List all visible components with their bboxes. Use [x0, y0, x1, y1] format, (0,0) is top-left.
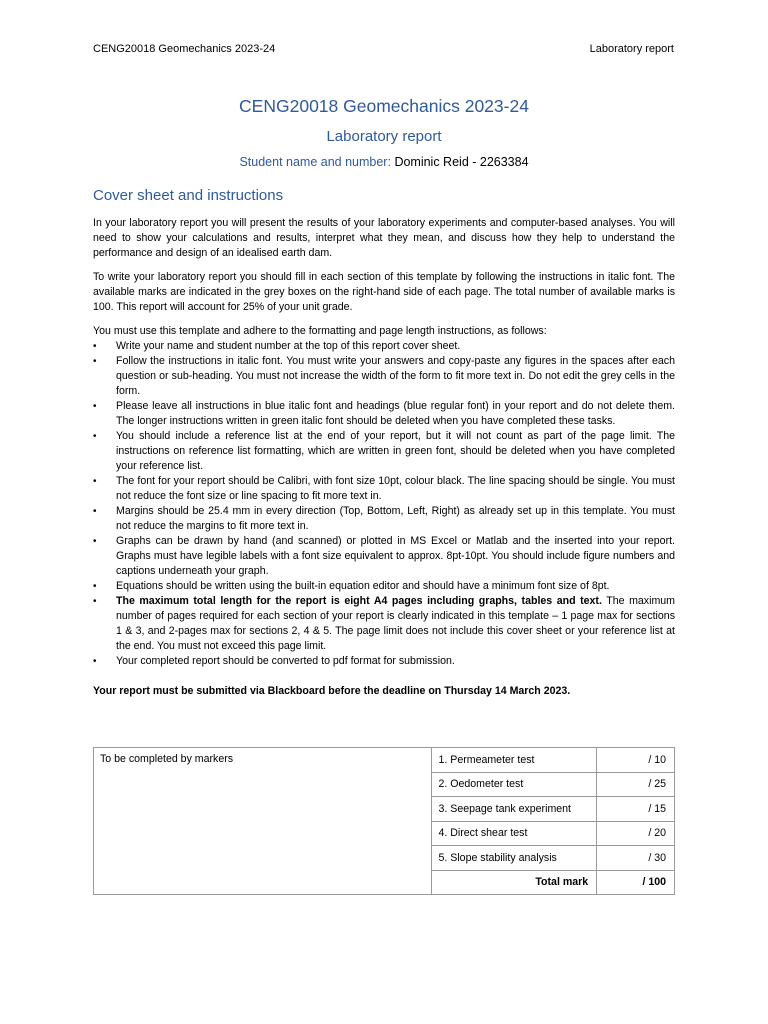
marks-score[interactable]: / 10 — [597, 748, 675, 773]
marks-item: 3. Seepage tank experiment — [432, 797, 597, 822]
instruction-list — [93, 339, 675, 669]
marks-item: 2. Oedometer test — [432, 772, 597, 797]
list-item: • Write your name and student number at the top of this report cover sheet. — [93, 339, 675, 354]
marks-score[interactable]: / 25 — [597, 772, 675, 797]
list-item: • Graphs can be drawn by hand (and scanned) or plotted in MS Excel or Matlab and the inserted into your report. Graphs must have legible labels with a font size equivalent to approx. 8pt-10pt. You should include figure numbers and captions underneath your graph. — [93, 534, 675, 579]
document-subtitle: Laboratory report — [326, 128, 442, 145]
header-right: Laboratory report — [589, 43, 674, 55]
table-row — [94, 748, 675, 773]
total-mark-score[interactable]: / 100 — [597, 870, 675, 895]
total-mark-label: Total mark — [432, 870, 597, 895]
list-item: • Follow the instructions in italic font. You must write your answers and copy-paste any figures in the spaces after each question or sub-heading. You must not increase the width of the form to fit more text in. Do not edit the grey cells in the form. — [93, 354, 675, 399]
marks-score[interactable]: / 20 — [597, 821, 675, 846]
marks-item: 4. Direct shear test — [432, 821, 597, 846]
marks-item: 1. Permeameter test — [432, 748, 597, 773]
markers-cell: To be completed by markers — [94, 748, 432, 895]
instructions-body — [93, 216, 675, 699]
list-item: • You should include a reference list at the end of your report, but it will not count as part of the page limit. The instructions on reference list formatting, which are written in green font, should be deleted when you have completed your reference list. — [93, 429, 675, 474]
marks-score[interactable]: / 30 — [597, 846, 675, 871]
header-left: CENG20018 Geomechanics 2023-24 — [93, 43, 276, 55]
intro-paragraph: In your laboratory report you will present the results of your laboratory experiments and computer-based analyses. You will need to show your calculations and results, interpret what they mean, and discuss how they help to understand the performance and design of an idealised earth dam. — [93, 217, 675, 259]
section-heading: Cover sheet and instructions — [93, 187, 284, 204]
page-limit-rest: The maximum number of pages required for each section of your report is clearly indicated in this template – 1 page max for sections 1 & 3, and 2-pages max for sections 2, 4 & 5. The page limit does not include this cover sheet or your reference list at the end. You must not exceed this page limit. — [116, 595, 675, 652]
list-item-page-limit — [93, 594, 675, 654]
list-item: • Please leave all instructions in blue italic font and headings (blue regular font) in your report and do not delete them. The longer instructions written in green italic font should be deleted when you have completed these tasks. — [93, 399, 675, 429]
marks-score[interactable]: / 15 — [597, 797, 675, 822]
format-paragraph: You must use this template and adhere to the formatting and page length instructions, as follows: — [93, 325, 547, 337]
list-item: • Margins should be 25.4 mm in every direction (Top, Bottom, Left, Right) as already set up in this template. You must not reduce the margins to fit more text in. — [93, 504, 675, 534]
marks-table — [93, 747, 675, 895]
document-title: CENG20018 Geomechanics 2023-24 — [239, 96, 529, 116]
deadline-notice: Your report must be submitted via Blackboard before the deadline on Thursday 14 March 2023. — [93, 685, 571, 697]
student-label: Student name and number: — [239, 155, 391, 169]
student-line — [0, 155, 768, 169]
template-paragraph: To write your laboratory report you should fill in each section of this template by following the instructions in italic font. The available marks are indicated in the grey boxes on the right-hand side of each page. The total number of available marks is 100. This report will account for 25% of your unit grade. — [93, 271, 675, 313]
marks-item: 5. Slope stability analysis — [432, 846, 597, 871]
list-item: • Equations should be written using the built-in equation editor and should have a minimum font size of 8pt. — [93, 579, 675, 594]
list-item: • Your completed report should be converted to pdf format for submission. — [93, 654, 675, 669]
list-item: • The font for your report should be Calibri, with font size 10pt, colour black. The line spacing should be single. You must not reduce the font size or line spacing to fit more text in. — [93, 474, 675, 504]
student-value: Dominic Reid - 2263384 — [394, 155, 529, 169]
page-limit-bold: The maximum total length for the report is eight A4 pages including graphs, tables and text. — [116, 595, 602, 607]
